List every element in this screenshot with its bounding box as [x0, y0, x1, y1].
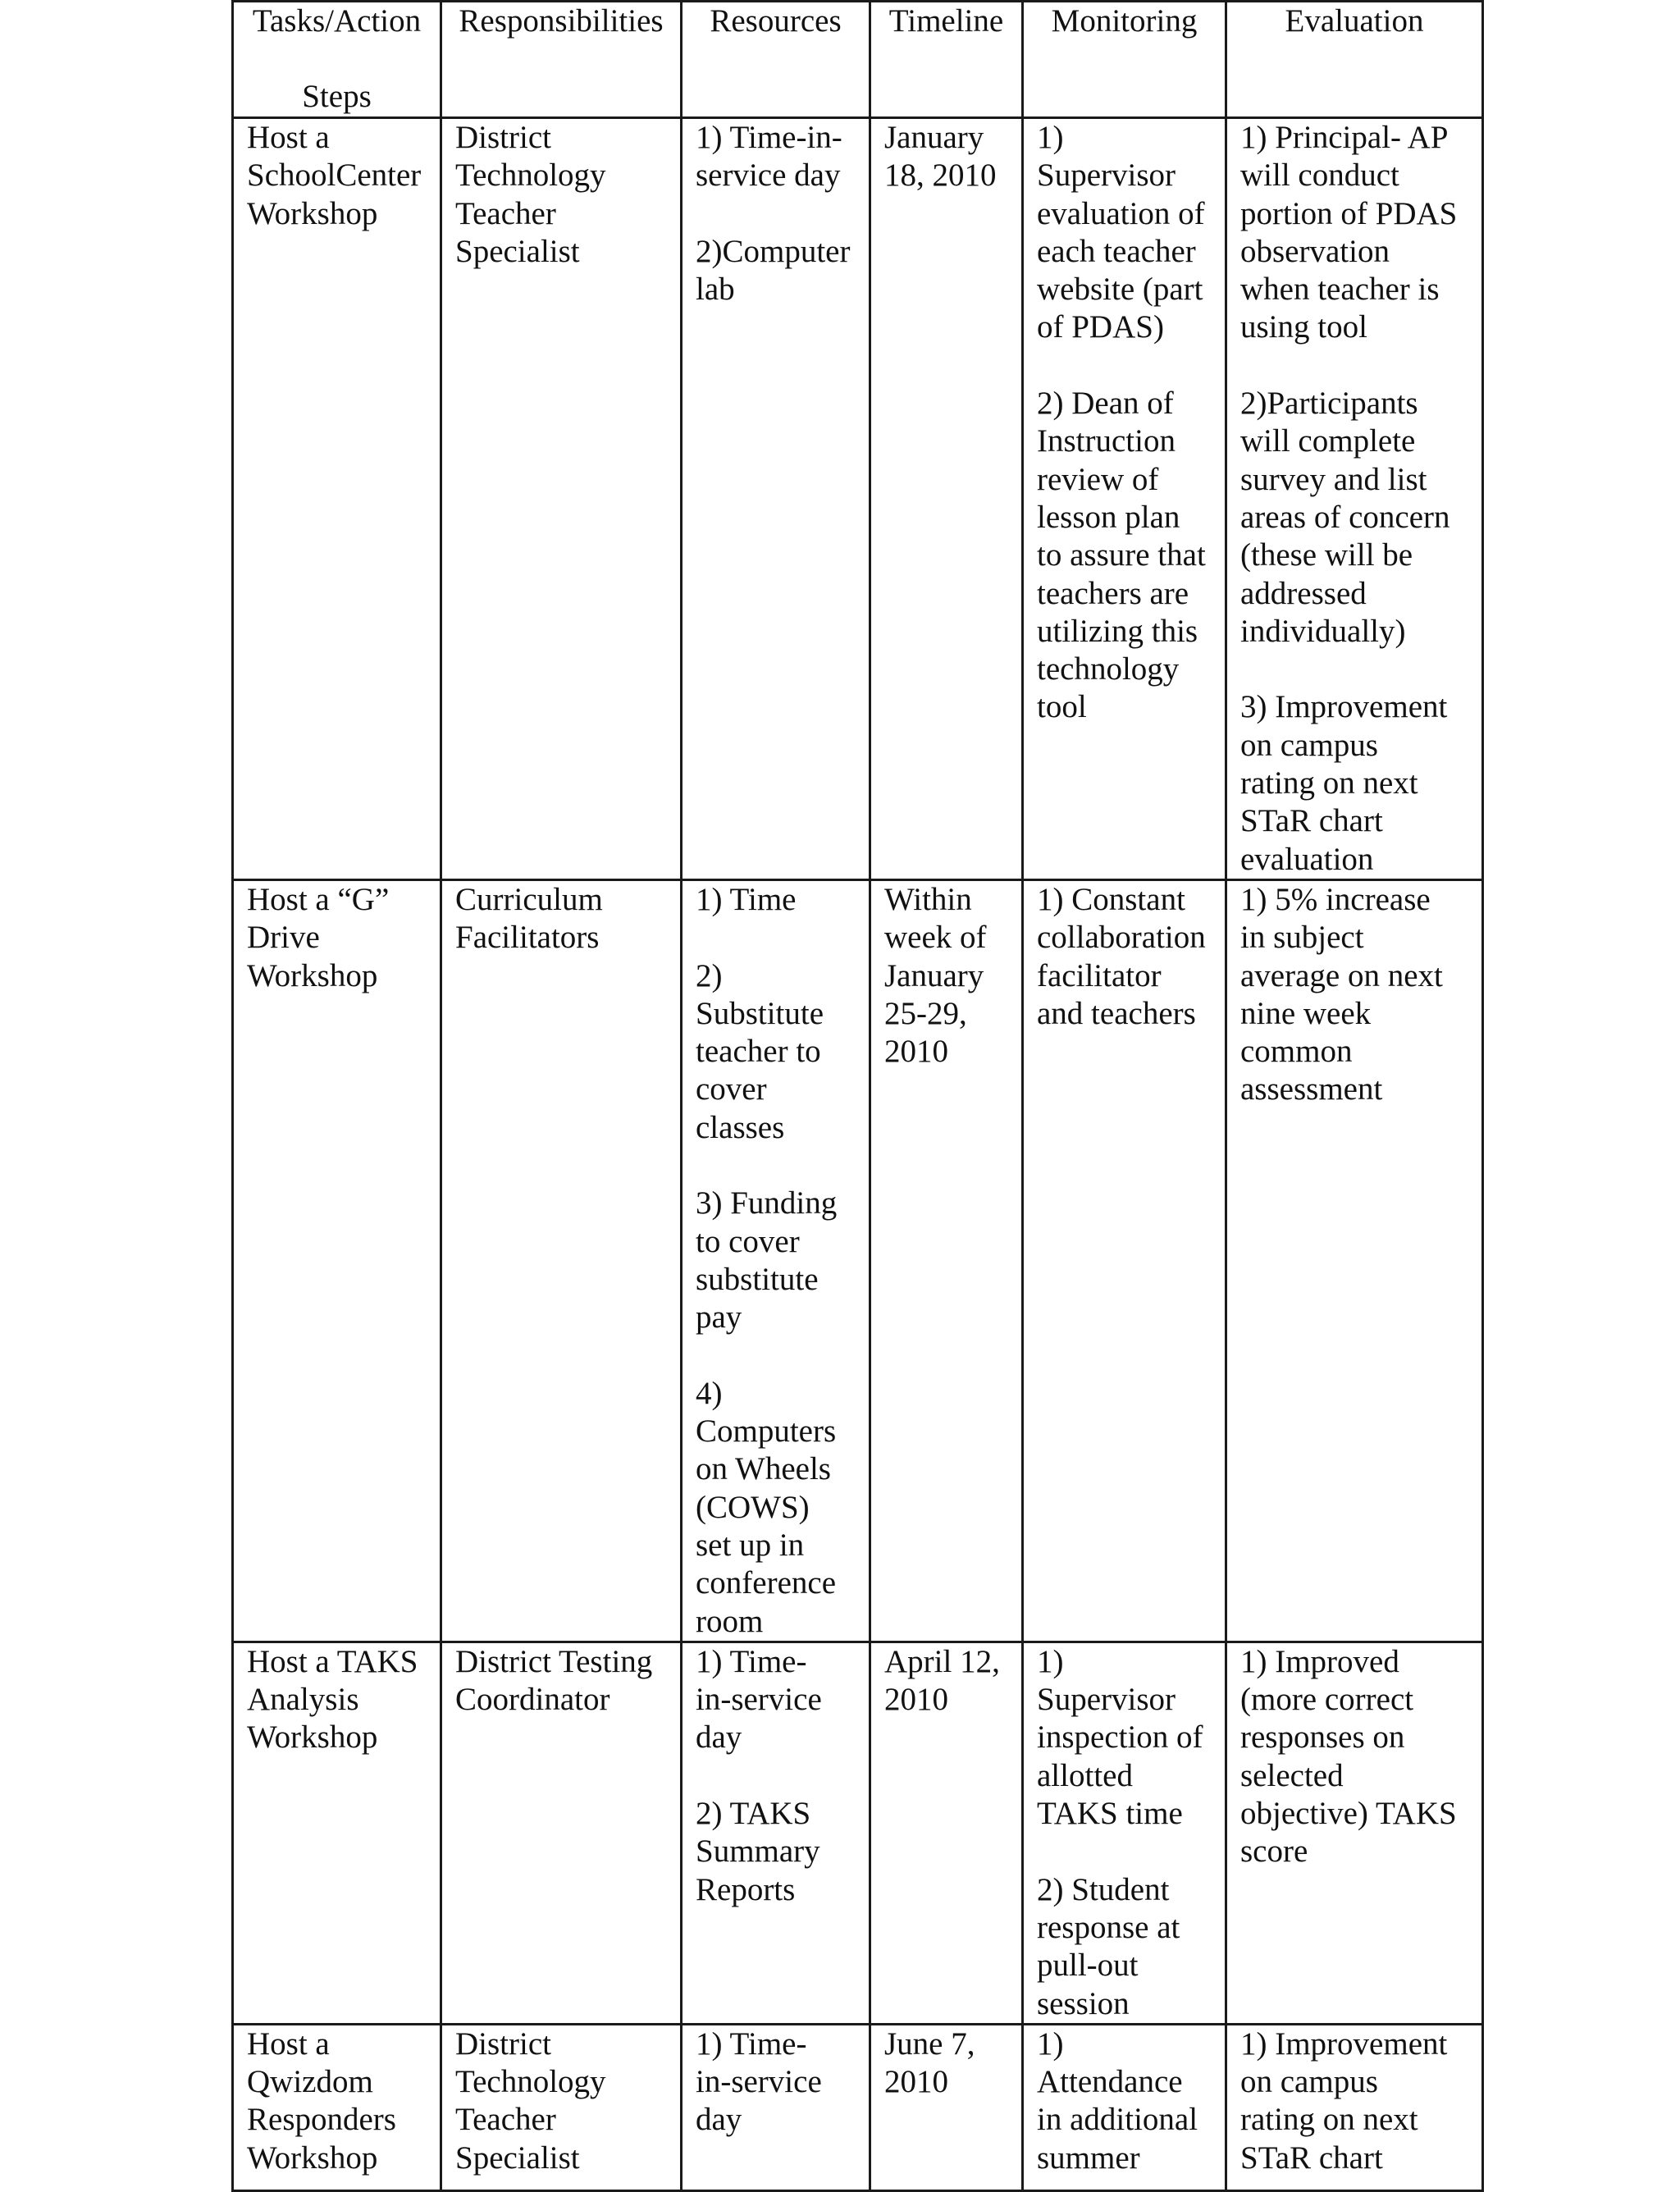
header-responsibilities	[441, 2, 682, 118]
cell-timeline	[870, 118, 1023, 880]
evaluation-text: 1) Improvement on campus rating on next STaR chart	[1240, 2025, 1448, 2176]
header-gap	[247, 40, 427, 78]
cell-monitoring	[1023, 2024, 1226, 2190]
task-text: Host a SchoolCenter Workshop	[247, 120, 422, 231]
responsibilities-text: Curriculum Facilitators	[455, 881, 603, 956]
cell-timeline	[870, 879, 1023, 1642]
monitoring-text: 1) Constant collaboration facilitator and teachers	[1037, 881, 1206, 1031]
header-row	[233, 2, 1483, 118]
evaluation-text: 1) 5% increase in subject average on next nine week common assessment	[1240, 881, 1443, 1107]
header-evaluation	[1226, 2, 1483, 118]
cell-resources	[682, 1642, 870, 2024]
header-evaluation-text: Evaluation	[1285, 3, 1424, 39]
header-tasks-line2: Steps	[302, 79, 372, 115]
responsibilities-text: District Technology Teacher Specialist	[455, 2025, 606, 2176]
task-text: Host a “G” Drive Workshop	[247, 881, 390, 993]
table-row	[233, 118, 1483, 880]
resources-text: 1) Time 2) Substitute teacher to cover classes 3) Funding to cover substitute pay 4) Computers on Wheels (COWS) set up in conference room	[696, 881, 838, 1639]
table-row	[233, 879, 1483, 1642]
header-monitoring	[1023, 2, 1226, 118]
task-text: Host a Qwizdom Responders Workshop	[247, 2025, 396, 2176]
cell-task	[233, 879, 441, 1642]
resources-text: 1) Time- in-service day	[696, 2025, 822, 2138]
timeline-text: June 7, 2010	[884, 2025, 975, 2100]
cell-monitoring	[1023, 879, 1226, 1642]
cell-resources	[682, 2024, 870, 2190]
header-responsibilities-text: Responsibilities	[459, 3, 664, 39]
cell-task	[233, 2024, 441, 2190]
table-row	[233, 1642, 1483, 2024]
cell-monitoring	[1023, 118, 1226, 880]
table-header	[233, 2, 1483, 118]
cell-responsibilities	[441, 879, 682, 1642]
cell-task	[233, 1642, 441, 2024]
cell-evaluation	[1226, 879, 1483, 1642]
evaluation-text: 1) Principal- AP will conduct portion of PDAS observation when teacher is using tool 2)Participants will complete survey and list areas of concern (these will be addressed individually) 3) Improvement on campus rating on next STaR chart evaluation	[1240, 120, 1458, 877]
cell-evaluation	[1226, 118, 1483, 880]
header-resources	[682, 2, 870, 118]
cell-responsibilities	[441, 2024, 682, 2190]
cell-resources	[682, 118, 870, 880]
responsibilities-text: District Testing Coordinator	[455, 1643, 653, 1718]
header-monitoring-text: Monitoring	[1051, 3, 1198, 39]
monitoring-text: 1) Attendance in additional summer	[1037, 2025, 1198, 2176]
cell-responsibilities	[441, 1642, 682, 2024]
header-timeline-text: Timeline	[888, 3, 1004, 39]
monitoring-text: 1) Supervisor evaluation of each teacher website (part of PDAS) 2) Dean of Instruction review of lesson plan to assure that teachers are utilizing this technology tool	[1037, 120, 1206, 725]
task-text: Host a TAKS Analysis Workshop	[247, 1643, 418, 1756]
timeline-text: April 12, 2010	[884, 1643, 1000, 1718]
cell-timeline	[870, 2024, 1023, 2190]
resources-text: 1) Time- in-service day 2) TAKS Summary Reports	[696, 1643, 822, 1907]
table-body	[233, 118, 1483, 2191]
cell-timeline	[870, 1642, 1023, 2024]
cell-evaluation	[1226, 1642, 1483, 2024]
monitoring-text: 1) Supervisor inspection of allotted TAKS time 2) Student response at pull-out session	[1037, 1643, 1203, 2021]
header-tasks-line1: Tasks/Action	[252, 3, 422, 39]
cell-resources	[682, 879, 870, 1642]
cell-responsibilities	[441, 118, 682, 880]
resources-text: 1) Time-in- service day 2)Computer lab	[696, 120, 851, 308]
action-plan-table	[231, 0, 1484, 2192]
header-tasks	[233, 2, 441, 118]
header-timeline	[870, 2, 1023, 118]
header-resources-text: Resources	[710, 3, 842, 39]
cell-task	[233, 118, 441, 880]
cell-monitoring	[1023, 1642, 1226, 2024]
responsibilities-text: District Technology Teacher Specialist	[455, 120, 606, 269]
evaluation-text: 1) Improved (more correct responses on selected objective) TAKS score	[1240, 1643, 1457, 1870]
timeline-text: January 18, 2010	[884, 120, 997, 194]
timeline-text: Within week of January 25-29, 2010	[884, 881, 987, 1070]
table-row	[233, 2024, 1483, 2190]
cell-evaluation	[1226, 2024, 1483, 2190]
